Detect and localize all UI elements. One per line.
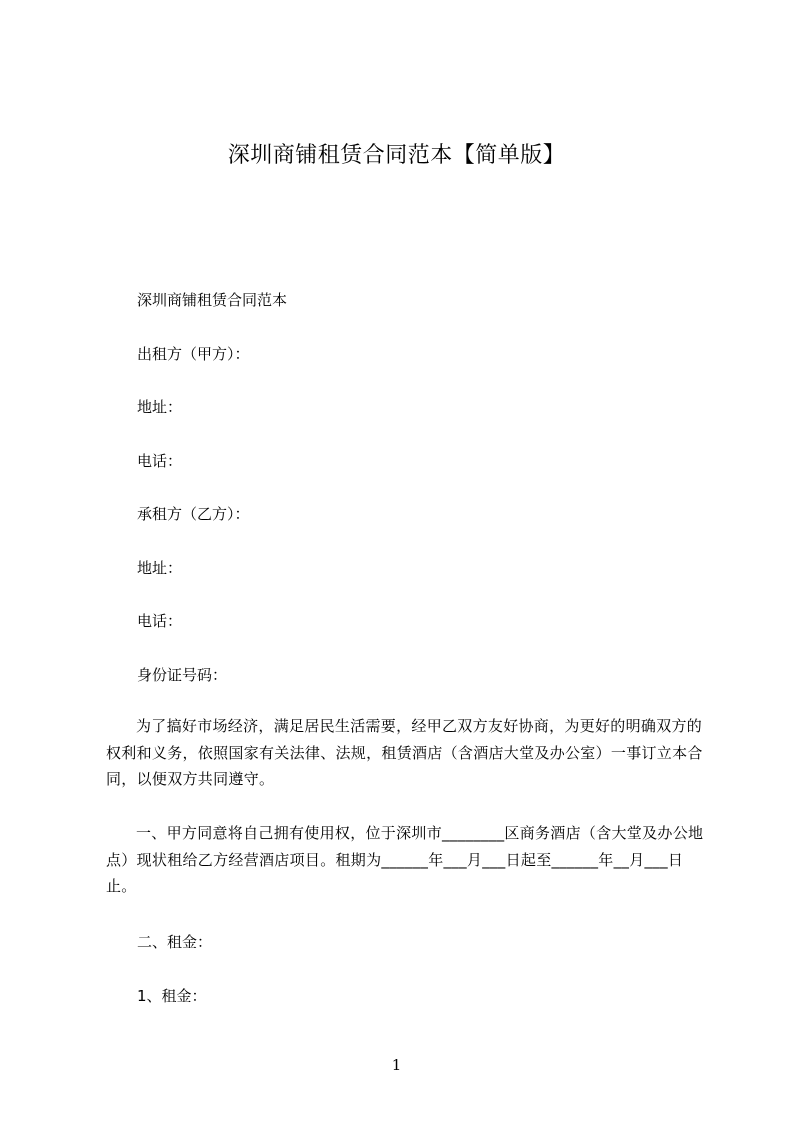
intro-paragraph: 为了搞好市场经济，满足居民生活需要，经甲乙双方友好协商，为更好的明确双方的权利和义务，依照国家有关法律、法规，租赁酒店（含酒店大堂及办公室）一事订立本合同，以便双方共同遵守。	[106, 717, 703, 788]
lessee-address-label: 地址：	[137, 559, 183, 577]
lessee-phone-label: 电话：	[137, 612, 183, 630]
id-number-label: 身份证号码：	[137, 666, 228, 684]
lessor-address-label: 地址：	[137, 398, 183, 416]
clause-2-item-1: 1、租金：	[137, 987, 207, 1005]
lessor-label: 出租方（甲方）：	[137, 345, 250, 363]
document-title: 深圳商铺租赁合同范本【简单版】	[227, 143, 566, 168]
clause-1-paragraph: 一、甲方同意将自己拥有使用权，位于深圳市________区商务酒店（含大堂及办公地点）现状租给乙方经营酒店项目。租期为______年___月___日起至______年__月___日止。	[106, 824, 704, 895]
lessor-phone-label: 电话：	[137, 452, 183, 470]
clause-2-heading: 二、租金：	[137, 933, 213, 951]
page-number: 1	[391, 1056, 402, 1074]
lessee-label: 承租方（乙方）：	[137, 505, 250, 523]
document-subtitle: 深圳商铺租赁合同范本	[137, 291, 288, 309]
